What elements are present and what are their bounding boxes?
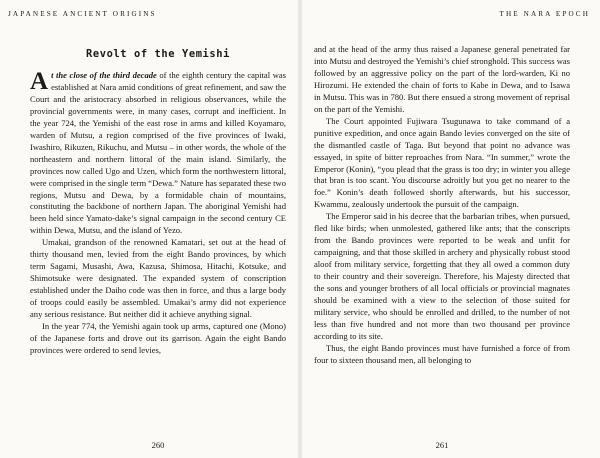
right-page-number: 261	[435, 440, 449, 450]
left-running-head: JAPANESE ANCIENT ORIGINS	[8, 10, 157, 18]
right-paragraph-4: Thus, the eight Bando provinces must have furnished a force of from four to sixteen thousand men, all belonging to	[314, 342, 570, 365]
right-running-head: THE NARA EPOCH	[499, 10, 590, 18]
drop-cap: A	[30, 68, 49, 95]
right-page	[300, 0, 600, 458]
right-body-text	[314, 44, 570, 367]
left-page-number: 260	[151, 440, 165, 450]
left-body-text	[30, 70, 286, 357]
left-paragraph-1	[30, 70, 286, 237]
right-paragraph-2: The Court appointed Fujiwara Tsugunawa to take command of a punitive expedition, and once again Bando levies converged on the site of the dismantled castle of Taga. But beyond that point no advance was essayed, in spite of bitter reproaches from Nara. “In summer,” wrote the Emperor (Konin), “you plead that the grass is too dry; in winter you allege that bran is too scant. You discourse adroitly but you get no nearer to the foe.” Konin’s death followed shortly afterwards, but his successor, Kwammu, zealously undertook the pursuit of the campaign.	[314, 115, 570, 210]
lead-in-text: t the close of the third decade	[51, 70, 157, 80]
left-paragraph-2: Umakai, grandson of the renowned Kamatari, set out at the head of thirty thousand men, levied from the eight Bando provinces, by which term Sagami, Musashi, Awa, Kazusa, Shimosa, Hitachi, Kotsuke, and Shimotsuke were designated. The expanded system of conscription established under the Daiho code was then in force, and thus a large body of troops could easily be assembled. Umakai’s army did not experience any serious resistance. But neither did it achieve anything signal.	[30, 237, 286, 320]
book-gutter	[297, 0, 303, 458]
chapter-title: Revolt of the Yemishi	[86, 48, 230, 60]
left-paragraph-1-text: of the eighth century the capital was established at Nara amid conditions of great refinement, and saw the Court and the aristocracy absorbed in religious observances, while the provincial governments were, in many cases, corrupt and inefficient. In the year 724, the Yemishi of the east rose in arms and killed Koyamaro, warden of Mutsu, a region comprised of the five provinces of Iwaki, Iwashiro, Rikuzen, Rikuchu, and Mutsu – in other words, the whole of the northeastern and northern littoral of the main island. Similarly, the provinces now called Ugo and Uzen, which form the northwestern littoral, were comprised in the single term “Dewa.” Nature has separated these two regions, Mutsu and Dewa, by a formidable chain of mountains, constituting the backbone of northern Japan. The aboriginal Yemishi had been held since Yamato-dake’s signal campaign in the second century CE within Dewa, Mutsu, and the island of Yezo.	[30, 70, 286, 236]
left-paragraph-3: In the year 774, the Yemishi again took up arms, captured one (Mono) of the Japanese forts and drove out its garrison. Again the eight Bando provinces were ordered to send levies,	[30, 321, 286, 355]
right-paragraph-3: The Emperor said in his decree that the barbarian tribes, when pursued, fled like birds; when unmolested, gathered like ants; that the conscripts from the Bando provinces were reported to be weak and unfit for campaigning, and that those skilled in archery and physically robust stood aloof from military service, forgetting that they all owed a common duty to their country and their sovereign. Therefore, his Majesty directed that the sons and younger brothers of all local officials or provincial magnates should be examined with a view to the selection of those suited for military service, who should be enrolled and drilled, to the number of not less than five hundred and not more than two thousand per province according to its site.	[314, 211, 570, 341]
right-paragraph-1: and at the head of the army thus raised a Japanese general penetrated far into Mutsu and destroyed the Yemishi’s chief stronghold. This success was followed by an aggressive policy on the part of the lord-warden, Ki no Hirozumi. He extended the chain of forts to Kabe in Dewa, and to Isawa in Mutsu. This was in 780. But there ensued a strong movement of reprisal on the part of the Yemishi.	[314, 44, 570, 114]
